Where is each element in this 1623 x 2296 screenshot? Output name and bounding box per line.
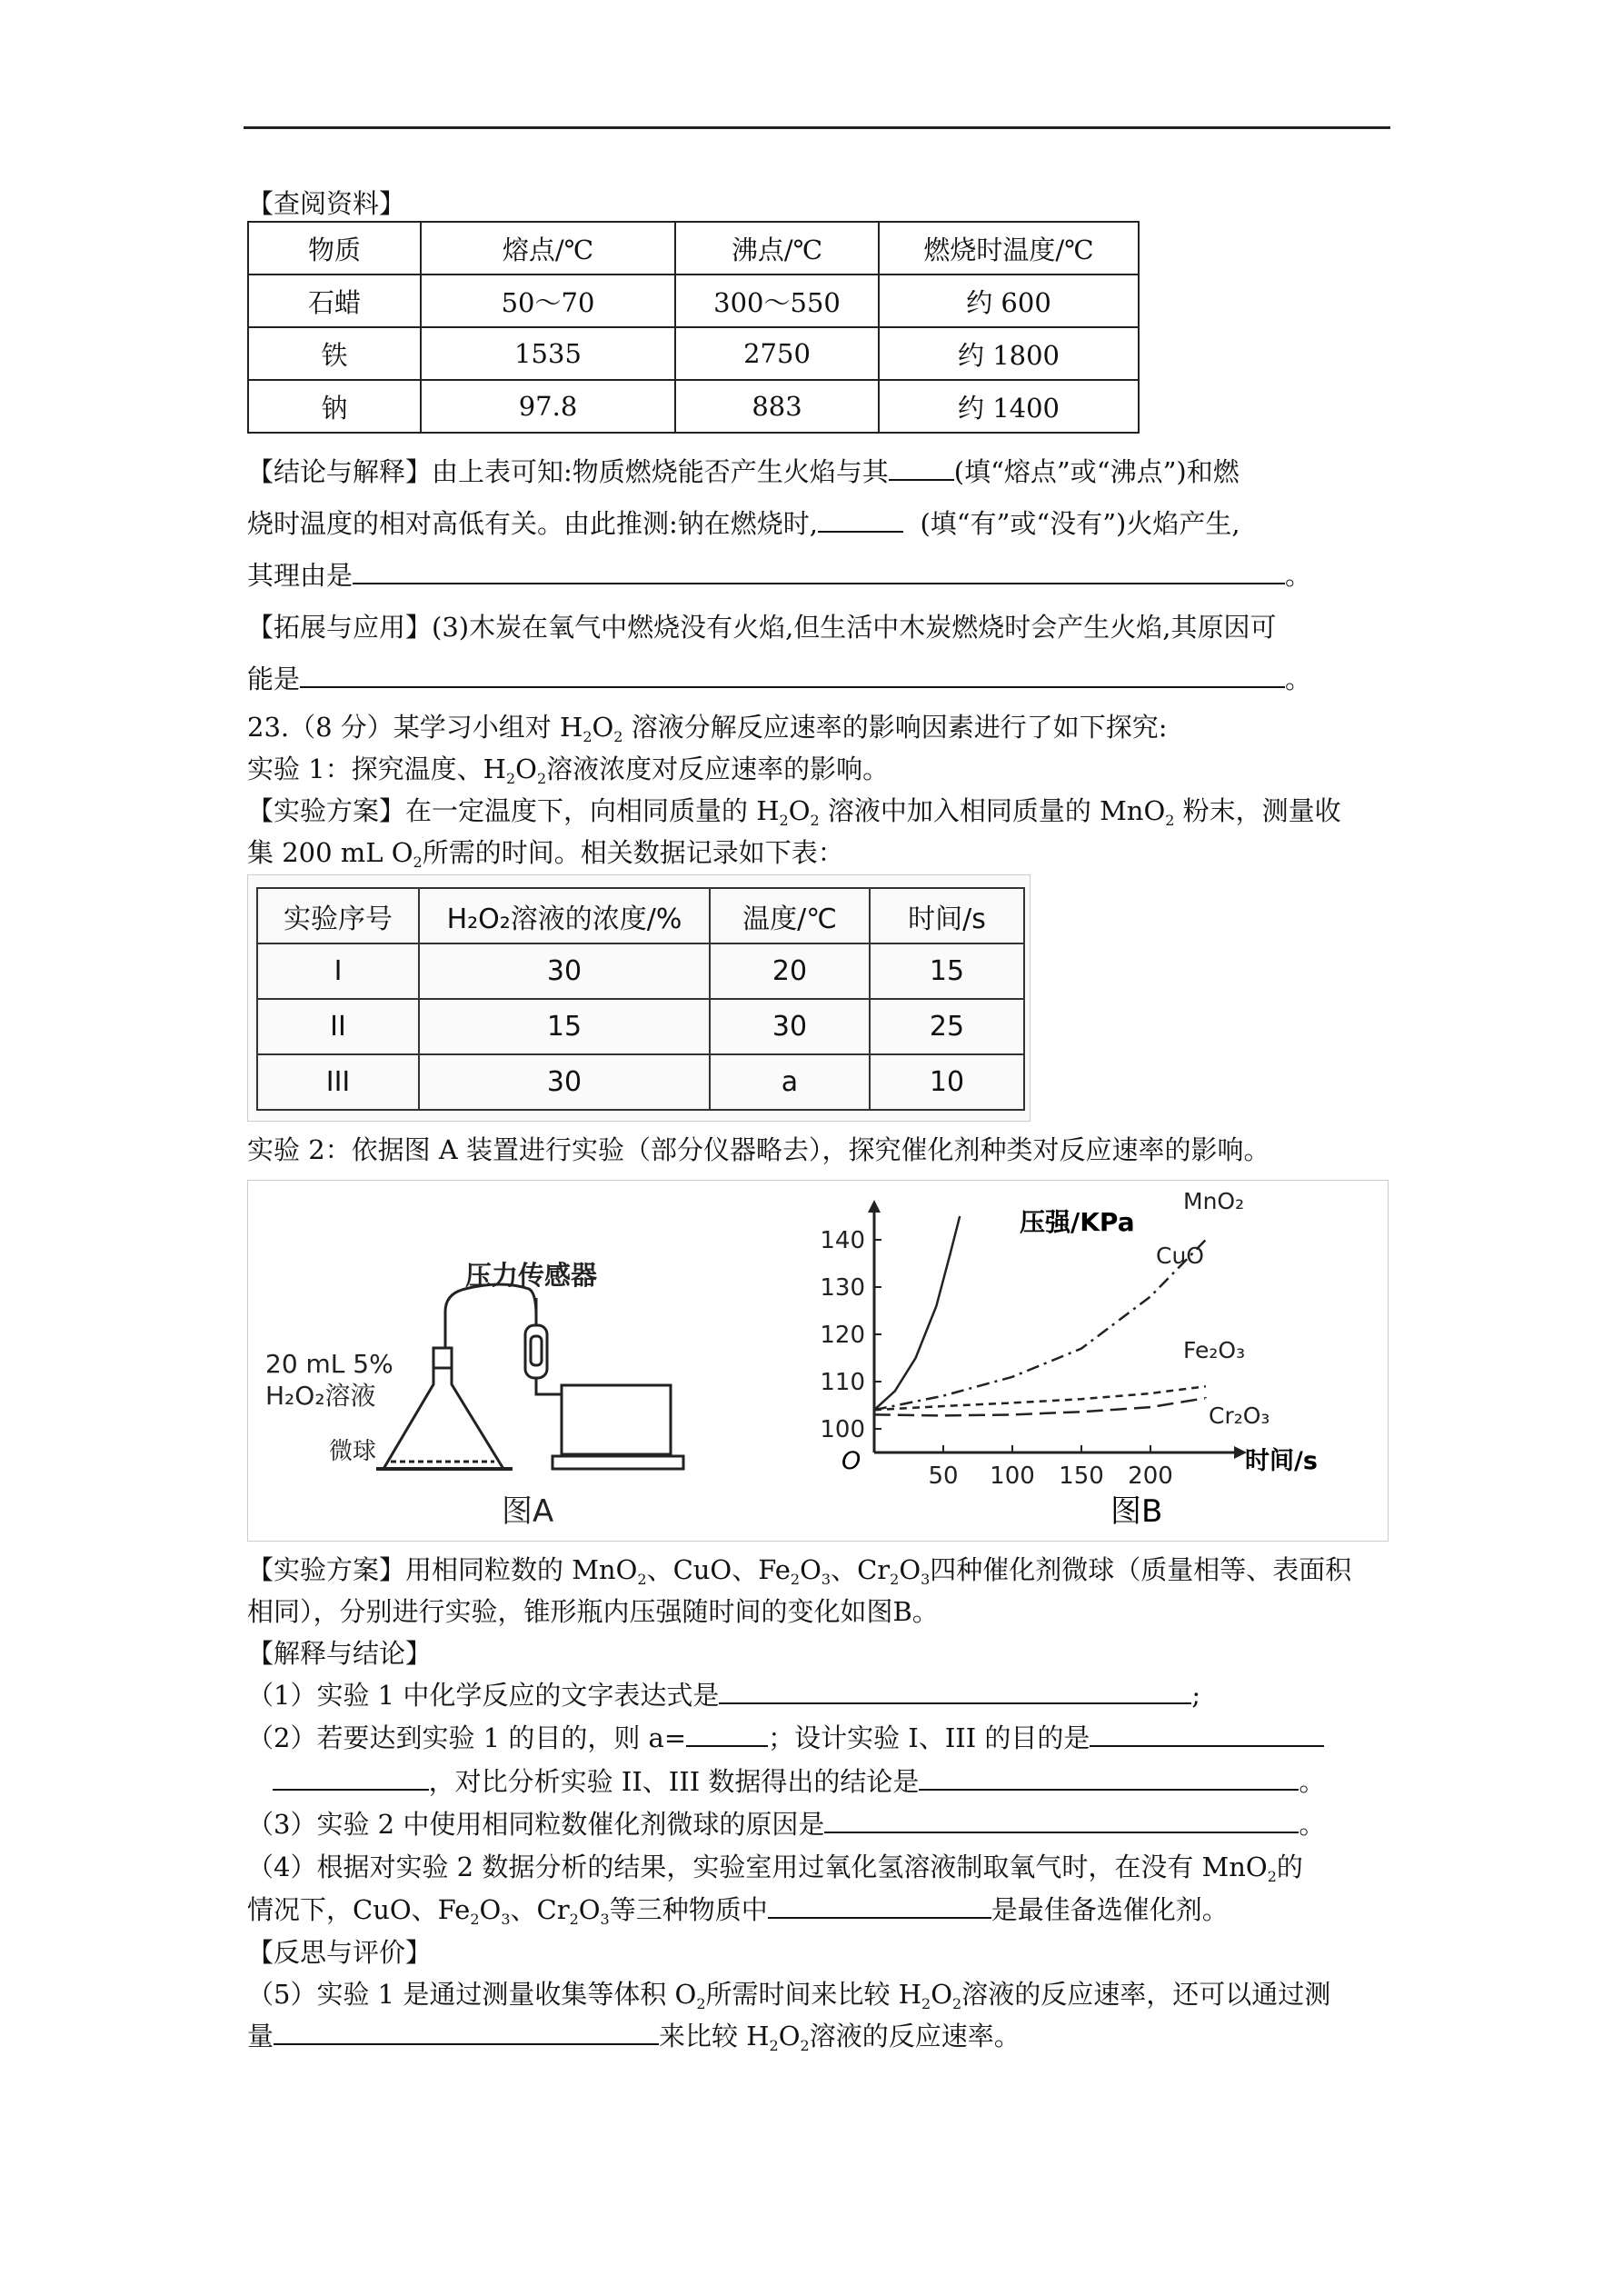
chart-series-label: Fe₂O₃ — [1183, 1337, 1246, 1363]
plan-2-line-1: 【实验方案】用相同粒数的 MnO$_2$、CuO、$Fe_2O_3$、$Cr_2O_3$四种催化剂微球（质量相等、表面积 — [247, 1554, 1352, 1588]
table-cell: 10 — [870, 1054, 1024, 1110]
answer-blank[interactable] — [353, 559, 1285, 584]
chart-series-line — [874, 1386, 1206, 1410]
table-cell: 30 — [419, 943, 710, 999]
question-5-line-2: 量 来比较 $H_2O_2$溶液的反应速率。 — [247, 2021, 1021, 2054]
table-header-cell: 熔点/℃ — [421, 222, 675, 275]
answer-blank[interactable] — [1090, 1722, 1324, 1747]
handheld-analyzer — [553, 1385, 683, 1469]
table-header-cell: 实验序号 — [257, 888, 419, 943]
table-cell: 约 1800 — [879, 327, 1139, 380]
sensor-label: 压力传感器 — [465, 1260, 598, 1291]
table-cell: 50～70 — [421, 275, 675, 327]
microball-label: 微球 — [329, 1438, 377, 1465]
section-lookup: 【查阅资料】 — [247, 188, 406, 219]
answer-blank[interactable] — [274, 2020, 659, 2045]
chart-y-tick-label: 120 — [820, 1322, 865, 1349]
chart-grid-axes — [868, 1200, 1247, 1459]
answer-blank[interactable] — [919, 1765, 1299, 1791]
question-5-line-1: （5）实验 1 是通过测量收集等体积 $O_2$所需时间来比较 $H_2O_2$溶液的反应速率，还可以通过测 — [247, 1979, 1331, 2012]
table-cell: 25 — [870, 999, 1024, 1054]
table-cell: 883 — [675, 380, 879, 433]
table-cell: II — [257, 999, 419, 1054]
conclusion-line-3: 其理由是 。 — [247, 560, 1312, 591]
chart-origin-label: O — [841, 1447, 861, 1475]
conical-flask — [376, 1284, 536, 1469]
table-cell: 15 — [419, 999, 710, 1054]
chart-series-label: Cr₂O₃ — [1209, 1403, 1270, 1429]
table-row — [248, 327, 1139, 380]
table-row — [257, 999, 1024, 1054]
chart-y-tick-label: 100 — [820, 1416, 865, 1443]
table-cell: 约 1400 — [879, 380, 1139, 433]
chart-y-tick-label: 110 — [820, 1369, 865, 1396]
conclusion-line-2: 烧时温度的相对高低有关。由此推测:钠在燃烧时, (填“有”或“没有”)火焰产生, — [247, 508, 1240, 539]
table-header-cell: 燃烧时温度/℃ — [879, 222, 1139, 275]
table-header-cell: 沸点/℃ — [675, 222, 879, 275]
properties-table — [247, 221, 1140, 434]
chart-x-tick-label: 50 — [928, 1462, 959, 1490]
question-2-line-2: ，对比分析实验 II、III 数据得出的结论是 。 — [247, 1763, 1325, 1800]
table-cell: I — [257, 943, 419, 999]
answer-blank[interactable] — [273, 1765, 429, 1791]
header-rule — [244, 126, 1390, 129]
answer-blank[interactable] — [300, 663, 1285, 688]
answer-blank[interactable] — [686, 1722, 768, 1747]
experiment-2-title: 实验 2：依据图 A 装置进行实验（部分仪器略去），探究催化剂种类对反应速率的影响。 — [247, 1134, 1270, 1165]
chart-y-arrow — [868, 1200, 881, 1213]
table-cell: 30 — [710, 999, 870, 1054]
table-header-cell: 时间/s — [870, 888, 1024, 943]
table-row — [257, 943, 1024, 999]
plan-2-line-2: 相同），分别进行实验，锥形瓶内压强随时间的变化如图B。 — [247, 1596, 939, 1627]
chart-y-axis-label: 压强/KPa — [1020, 1207, 1135, 1237]
table-cell: a — [710, 1054, 870, 1110]
figure-b-caption: 图B — [1110, 1493, 1163, 1530]
conclusion-line-1: 【结论与解释】由上表可知:物质燃烧能否产生火焰与其 (填“熔点”或“沸点”)和燃 — [247, 456, 1240, 487]
chart-series-label: MnO₂ — [1183, 1188, 1245, 1214]
chart-y-tick-label: 130 — [820, 1274, 865, 1302]
table-cell: 钠 — [248, 380, 421, 433]
table-cell: 1535 — [421, 327, 675, 380]
table-cell: 约 600 — [879, 275, 1139, 327]
answer-blank[interactable] — [818, 507, 903, 533]
table-cell: 300～550 — [675, 275, 879, 327]
answer-blank[interactable] — [768, 1893, 991, 1919]
figure-svg — [247, 1180, 1387, 1540]
figure-a-caption: 图A — [502, 1493, 554, 1530]
table-cell: 30 — [419, 1054, 710, 1110]
reflect-heading: 【反思与评价】 — [247, 1937, 433, 1968]
plan-1-line-2: 集 200 mL $O_2$所需的时间。相关数据记录如下表： — [247, 837, 844, 871]
table-cell: 20 — [710, 943, 870, 999]
experiment-1-table — [256, 887, 1025, 1111]
table-cell: 铁 — [248, 327, 421, 380]
question-1: （1）实验 1 中化学反应的文字表达式是 ; — [247, 1680, 1201, 1711]
question-23: 23.（8 分）某学习小组对 $H_2O_2$ 溶液分解反应速率的影响因素进行了如下探究: — [247, 712, 1168, 745]
table-cell: 2750 — [675, 327, 879, 380]
explain-heading: 【解释与结论】 — [247, 1638, 433, 1669]
solution-label: 20 mL 5% — [265, 1349, 393, 1379]
table-header-cell: 物质 — [248, 222, 421, 275]
table-cell: 97.8 — [421, 380, 675, 433]
solution-label: H₂O₂溶液 — [265, 1381, 376, 1411]
table-cell: III — [257, 1054, 419, 1110]
question-4-line-2: 情况下，CuO、$Fe_2O_3$、$Cr_2O_3$等三种物质中 是最佳备选催化剂。 — [247, 1894, 1229, 1928]
pressure-chart — [820, 1188, 1318, 1530]
pressure-sensor — [525, 1298, 567, 1394]
answer-blank[interactable] — [719, 1679, 1191, 1704]
chart-x-axis-label: 时间/s — [1245, 1447, 1318, 1475]
chart-x-tick-label: 200 — [1128, 1462, 1173, 1490]
table-cell: 15 — [870, 943, 1024, 999]
chart-x-tick-label: 150 — [1059, 1462, 1104, 1490]
chart-series-line — [874, 1216, 960, 1410]
table-header-row — [248, 222, 1139, 275]
chart-y-tick-label: 140 — [820, 1227, 865, 1254]
question-2-line-1: （2）若要达到实验 1 的目的，则 a= ；设计实验 I、III 的目的是 — [247, 1720, 1324, 1756]
extension-line-2: 能是 。 — [247, 664, 1312, 694]
table-header-cell: 温度/℃ — [710, 888, 870, 943]
chart-series-label: CuO — [1156, 1243, 1204, 1269]
question-4-line-1: （4）根据对实验 2 数据分析的结果，实验室用过氧化氢溶液制取氧气时，在没有 MnO$_2$的 — [247, 1852, 1303, 1885]
experiment-1-title: 实验 1：探究温度、$H_2O_2$溶液浓度对反应速率的影响。 — [247, 754, 890, 787]
extension-line-1: 【拓展与应用】(3)木炭在氧气中燃烧没有火焰,但生活中木炭燃烧时会产生火焰,其原因可 — [247, 612, 1277, 643]
chart-x-tick-label: 100 — [990, 1462, 1035, 1490]
plan-1-line-1: 【实验方案】在一定温度下，向相同质量的 $H_2O_2$ 溶液中加入相同质量的 MnO$_2$ 粉末，测量收 — [247, 795, 1341, 829]
table-row — [248, 275, 1139, 327]
question-3: （3）实验 2 中使用相同粒数催化剂微球的原因是 。 — [247, 1809, 1326, 1840]
answer-blank[interactable] — [889, 455, 954, 481]
table-header-cell: H₂O₂溶液的浓度/% — [419, 888, 710, 943]
table-row — [257, 1054, 1024, 1110]
table-cell: 石蜡 — [248, 275, 421, 327]
table-row — [248, 380, 1139, 433]
table-header-row — [257, 888, 1024, 943]
answer-blank[interactable] — [824, 1808, 1299, 1833]
